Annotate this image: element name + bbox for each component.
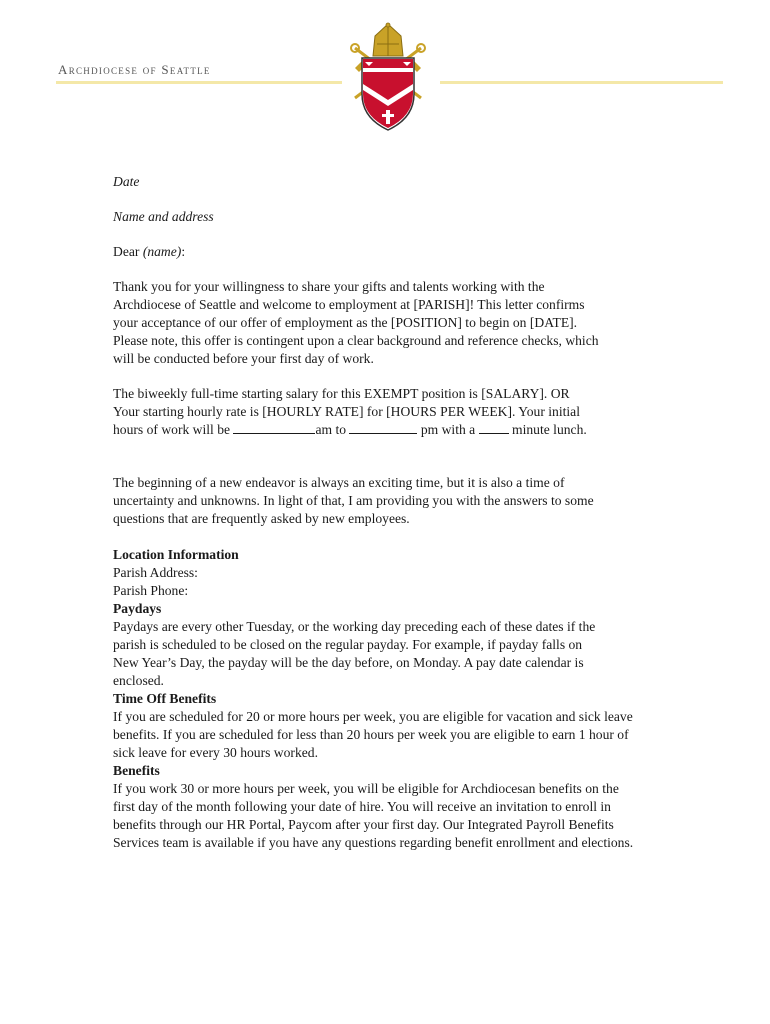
lunch-blank [479, 421, 509, 434]
benefits-line: first day of the month following your date of hire. You will receive an invitation to enroll in [113, 799, 611, 814]
paydays-line: Paydays are every other Tuesday, or the working day preceding each of these dates if the [113, 619, 596, 634]
letterhead-rule-left [56, 81, 342, 84]
salary-line: The biweekly full-time starting salary for this EXEMPT position is [SALARY]. OR [113, 386, 570, 401]
org-name: Archdiocese of Seattle [58, 62, 211, 77]
start-time-blank [233, 421, 315, 434]
hours-text-4: minute lunch. [508, 422, 587, 437]
endeavor-paragraph [113, 474, 698, 528]
paydays-heading: Paydays [113, 601, 162, 616]
time-off-line: sick leave for every 30 hours worked. [113, 745, 318, 760]
endeavor-line: The beginning of a new endeavor is always an exciting time, but it is also a time of [113, 475, 565, 490]
intro-line: Thank you for your willingness to share your gifts and talents working with the [113, 279, 545, 294]
benefits-line: Services team is available if you have any questions regarding benefit enrollment and elections. [113, 835, 634, 850]
letterhead [0, 0, 770, 150]
salutation-name: (name) [142, 244, 182, 259]
benefits-line: If you work 30 or more hours per week, you will be eligible for Archdiocesan benefits on the [113, 781, 619, 796]
parish-phone-label: Parish Phone: [113, 583, 189, 598]
hours-text-1: hours of work will be [113, 422, 234, 437]
salutation-suffix: : [181, 244, 186, 259]
end-time-blank [349, 421, 417, 434]
endeavor-line: questions that are frequently asked by new employees. [113, 511, 410, 526]
hours-text-2: am to [315, 422, 350, 437]
salary-line: Your starting hourly rate is [HOURLY RATE] for [HOURS PER WEEK]. Your initial [113, 404, 580, 419]
hours-line [113, 421, 698, 439]
letter-body [113, 173, 698, 852]
hours-text-3: pm with a [417, 422, 479, 437]
letterhead-rule-right [440, 81, 723, 84]
location-heading: Location Information [113, 547, 239, 562]
salutation [113, 243, 698, 261]
intro-paragraph [113, 278, 698, 368]
time-off-line: If you are scheduled for 20 or more hours per week, you are eligible for vacation and sick leave [113, 709, 633, 724]
benefits-heading: Benefits [113, 763, 160, 778]
archdiocese-crest-icon [345, 22, 431, 134]
intro-line: will be conducted before your first day of work. [113, 351, 374, 366]
paydays-line: New Year’s Day, the payday will be the day before, on Monday. A pay date calendar is [113, 655, 584, 670]
name-address-placeholder: Name and address [113, 209, 214, 224]
salutation-prefix: Dear [113, 244, 143, 259]
intro-line: Please note, this offer is contingent upon a clear background and reference checks, which [113, 333, 599, 348]
intro-line: your acceptance of our offer of employment as the [POSITION] to begin on [DATE]. [113, 315, 578, 330]
paydays-line: enclosed. [113, 673, 164, 688]
paydays-line: parish is scheduled to be closed on the regular payday. For example, if payday falls on [113, 637, 583, 652]
benefits-line: benefits through our HR Portal, Paycom after your first day. Our Integrated Payroll Benefits [113, 817, 614, 832]
time-off-heading: Time Off Benefits [113, 691, 217, 706]
parish-address-label: Parish Address: [113, 565, 198, 580]
intro-line: Archdiocese of Seattle and welcome to employment at [PARISH]! This letter confirms [113, 297, 585, 312]
date-placeholder: Date [113, 174, 140, 189]
endeavor-line: uncertainty and unknowns. In light of that, I am providing you with the answers to some [113, 493, 594, 508]
time-off-line: benefits. If you are scheduled for less than 20 hours per week you are eligible to earn 1 hour of [113, 727, 629, 742]
salary-paragraph [113, 385, 698, 439]
